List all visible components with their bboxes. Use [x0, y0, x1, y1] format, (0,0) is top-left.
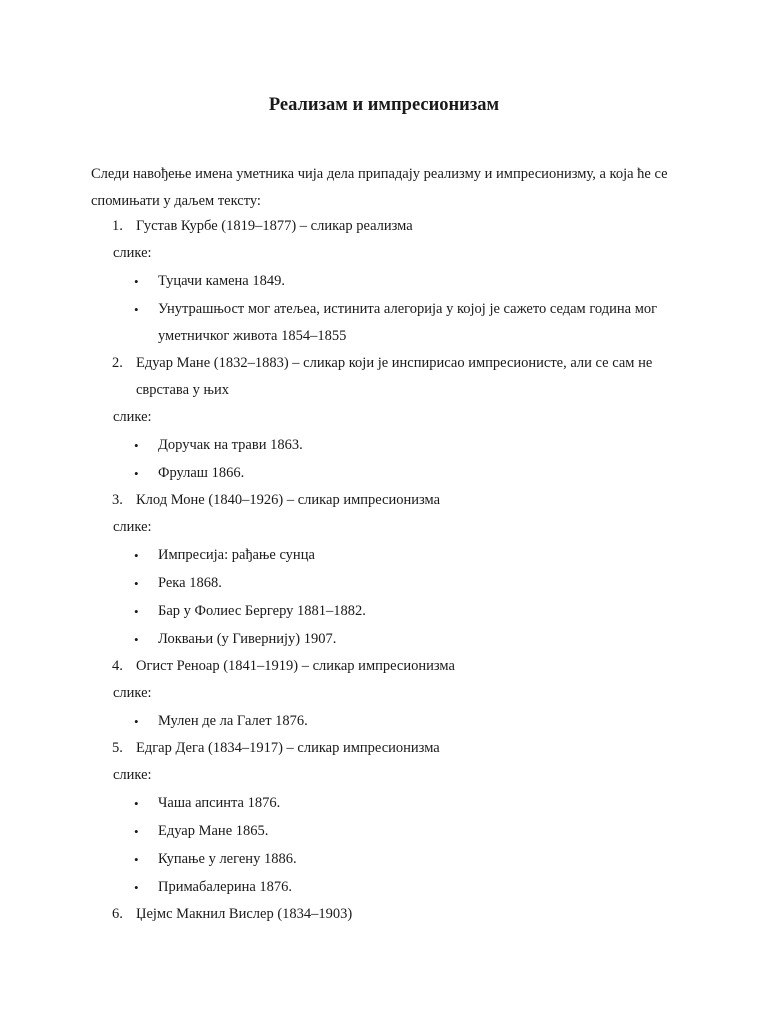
picture-title: Едуар Мане 1865. — [158, 823, 269, 839]
bullet-icon: • — [134, 824, 139, 839]
picture-item — [134, 708, 678, 735]
artist-item — [112, 213, 696, 240]
page-title: Реализам и импресионизам — [268, 95, 500, 115]
picture-item — [134, 790, 678, 817]
artist-text: Клод Моне (1840–1926) – сликар импресионизма — [136, 492, 441, 508]
picture-title: Река 1868. — [158, 575, 222, 591]
picture-title: Локвањи (у Гивернију) 1907. — [158, 631, 337, 647]
artist-text: Густав Курбе (1819–1877) – сликар реализма — [136, 218, 413, 234]
picture-item — [134, 846, 678, 873]
picture-title: Туцачи камена 1849. — [158, 273, 285, 289]
artist-list — [0, 213, 768, 928]
picture-title: Бар у Фолиес Бергеру 1881–1882. — [158, 603, 366, 619]
picture-title: Унутрашњост мог атељеа, истинита алегорија у којој је сажето седам година мог уметничког живота 1854–1855 — [158, 301, 658, 344]
picture-title: Примабалерина 1876. — [158, 879, 293, 895]
picture-item — [134, 818, 678, 845]
bullet-icon: • — [134, 302, 139, 317]
picture-item — [134, 296, 678, 350]
artist-text: Едгар Дега (1834–1917) – сликар импресионизма — [136, 740, 440, 756]
list-number: 2. — [112, 355, 123, 371]
picture-item — [134, 598, 678, 625]
list-number: 1. — [112, 218, 123, 234]
bullet-icon: • — [134, 604, 139, 619]
picture-title: Фрулаш 1866. — [158, 465, 245, 481]
artist-item — [112, 901, 696, 928]
list-number: 4. — [112, 658, 123, 674]
bullet-icon: • — [134, 852, 139, 867]
picture-title: Чаша апсинта 1876. — [158, 795, 281, 811]
picture-title: Мулен де ла Галет 1876. — [158, 713, 308, 729]
artist-item — [112, 735, 696, 762]
list-number: 3. — [112, 492, 123, 508]
artist-item — [112, 487, 696, 514]
bullet-icon: • — [134, 632, 139, 647]
picture-item — [134, 570, 678, 597]
picture-title: Импресија: рађање сунца — [158, 547, 315, 563]
bullet-icon: • — [134, 274, 139, 289]
artist-text: Огист Реноар (1841–1919) – сликар импресионизма — [136, 658, 455, 674]
bullet-icon: • — [134, 548, 139, 563]
picture-title: Доручак на трави 1863. — [158, 437, 303, 453]
picture-item — [134, 432, 678, 459]
list-number: 5. — [112, 740, 123, 756]
bullet-icon: • — [134, 438, 139, 453]
artist-item — [112, 350, 696, 404]
bullet-icon: • — [134, 714, 139, 729]
pictures-label: слике: — [113, 685, 152, 701]
picture-title: Купање у легену 1886. — [158, 851, 297, 867]
picture-item — [134, 460, 678, 487]
picture-item — [134, 542, 678, 569]
bullet-icon: • — [134, 796, 139, 811]
intro-paragraph: Следи навођење имена уметника чија дела припадају реализму и импресионизму, а која ће се спомињати у даљем тексту: — [91, 166, 668, 209]
picture-item — [134, 268, 678, 295]
artist-text: Едуар Мане (1832–1883) – сликар који је инспирисао импресионисте, али се сам не сврстава у њих — [136, 355, 653, 398]
picture-item — [134, 626, 678, 653]
bullet-icon: • — [134, 576, 139, 591]
pictures-label: слике: — [113, 409, 152, 425]
picture-item — [134, 874, 678, 901]
artist-item — [112, 653, 696, 680]
artist-text: Џејмс Макнил Вислер (1834–1903) — [136, 906, 353, 922]
pictures-label: слике: — [113, 519, 152, 535]
list-number: 6. — [112, 906, 123, 922]
pictures-label: слике: — [113, 767, 152, 783]
bullet-icon: • — [134, 880, 139, 895]
bullet-icon: • — [134, 466, 139, 481]
pictures-label: слике: — [113, 245, 152, 261]
